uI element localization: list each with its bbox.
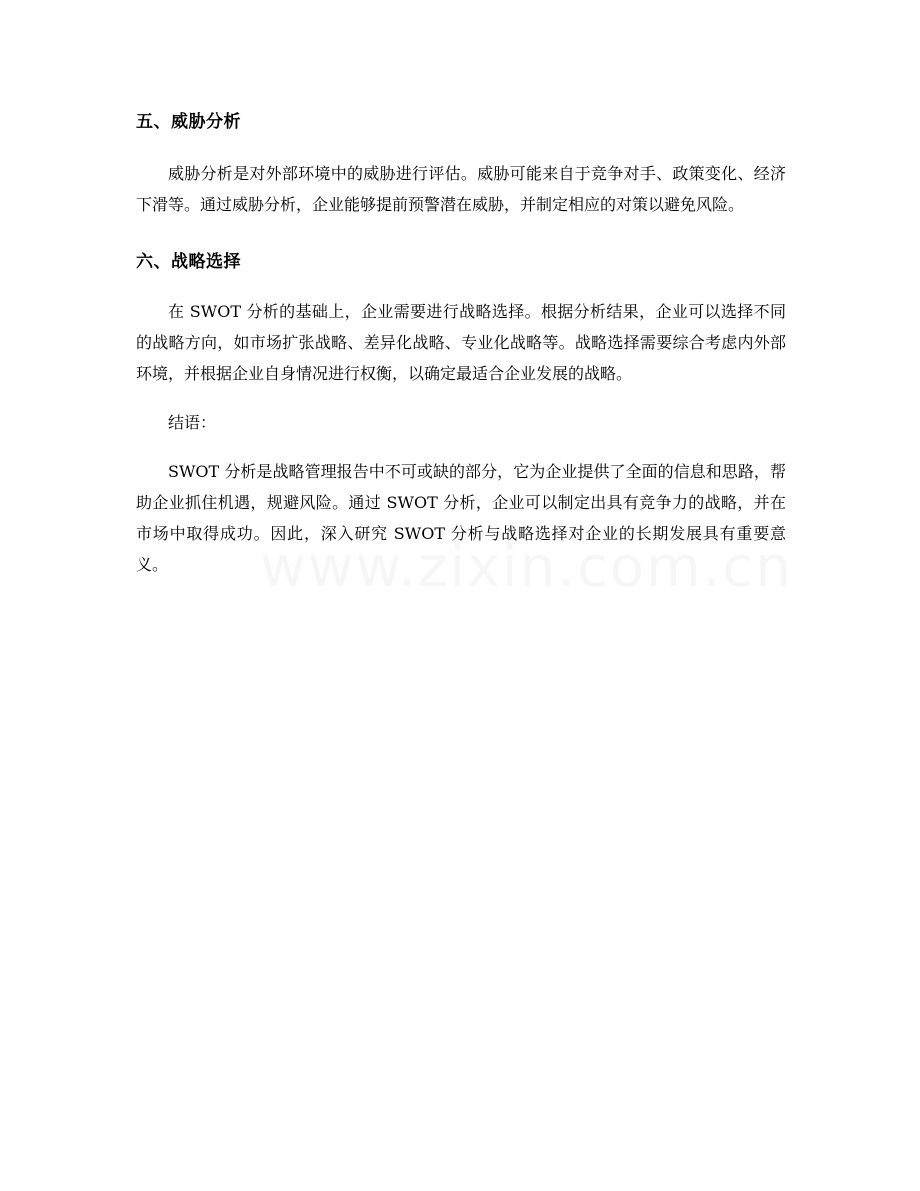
section-six-paragraph: 在 SWOT 分析的基础上，企业需要进行战略选择。根据分析结果，企业可以选择不同的战略方向，如市场扩张战略、差异化战略、专业化战略等。战略选择需要综合考虑内外部环境，并根据企业自身情况进行权衡，以确定最适合企业发展的战略。 [136, 302, 786, 383]
document-body [136, 106, 786, 580]
conclusion-paragraph: SWOT 分析是战略管理报告中不可或缺的部分，它为企业提供了全面的信息和思路，帮助企业抓住机遇，规避风险。通过 SWOT 分析，企业可以制定出具有竞争力的战略，并在市场中取得成功。因此，深入研究 SWOT 分析与战略选择对企业的长期发展具有重要意义。 [136, 462, 786, 574]
section-six-heading: 六、战略选择 [136, 252, 241, 272]
section-five-paragraph: 威胁分析是对外部环境中的威胁进行评估。威胁可能来自于竞争对手、政策变化、经济下滑等。通过威胁分析，企业能够提前预警潜在威胁，并制定相应的对策以避免风险。 [136, 164, 786, 214]
section-five-heading: 五、威胁分析 [136, 112, 241, 132]
watermark [260, 535, 793, 600]
conclusion-label: 结语： [168, 413, 217, 432]
